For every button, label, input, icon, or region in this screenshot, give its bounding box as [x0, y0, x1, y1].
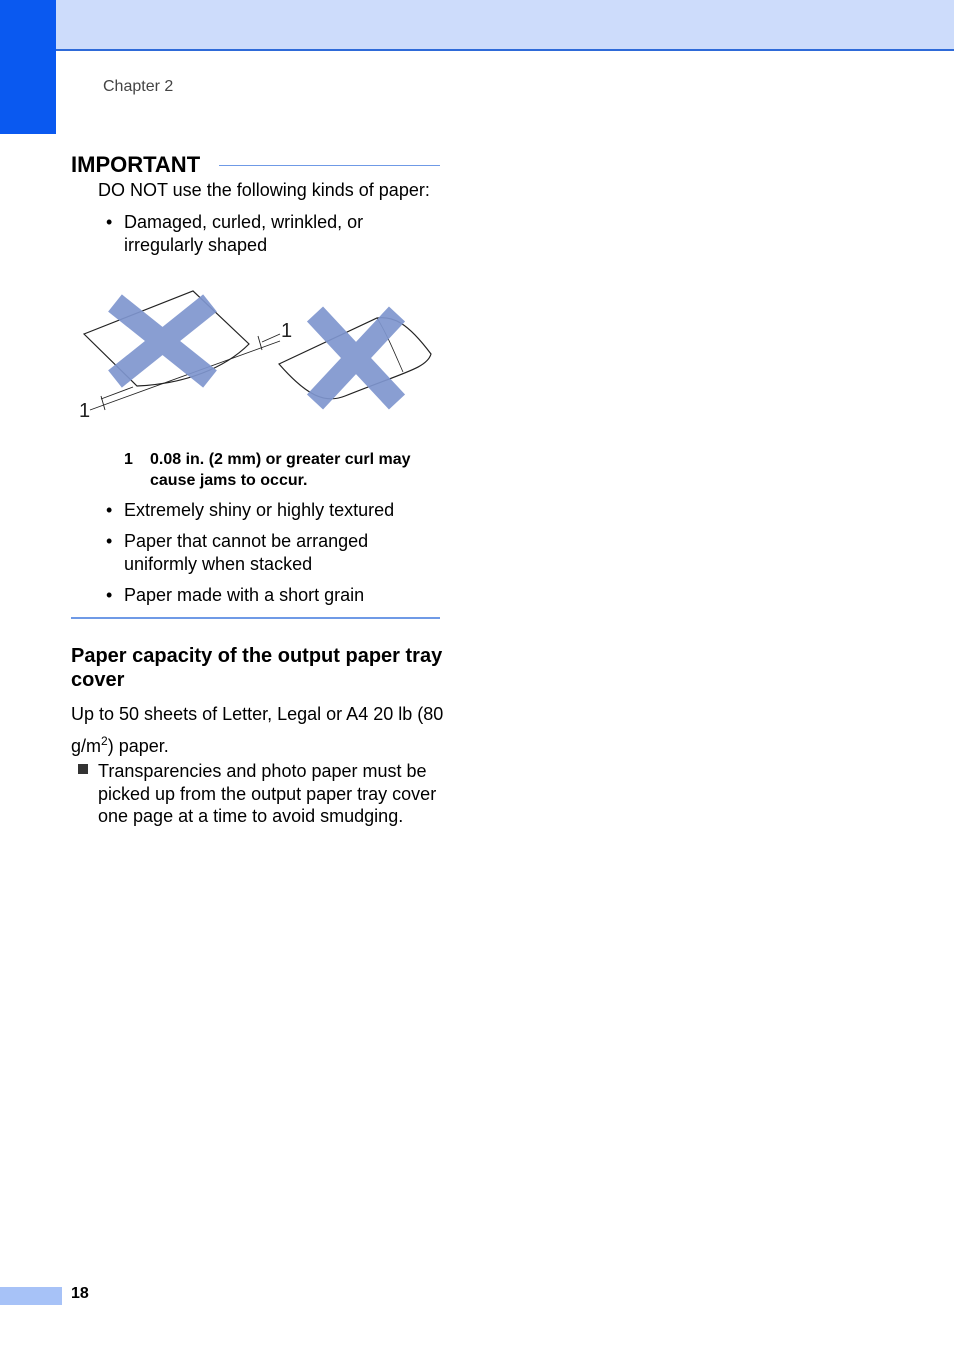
bullet-dot: •: [106, 585, 113, 605]
paragraph-text-end: ) paper.: [107, 736, 169, 756]
dimension-line: [262, 334, 280, 342]
section-heading: Paper capacity of the output paper tray cover: [71, 645, 443, 691]
list-item-text: Extremely shiny or highly textured: [124, 500, 395, 520]
superscript: 2: [101, 734, 108, 748]
caption-number: 1: [124, 451, 133, 468]
callout-label-left: 1: [79, 400, 91, 422]
page-number-tab: [0, 1287, 62, 1305]
important-title: IMPORTANT: [71, 152, 201, 177]
list-item-text: Paper made with a short grain: [124, 585, 365, 605]
bullet-dot: •: [106, 500, 113, 520]
bullet-dot: •: [106, 212, 113, 232]
bullet-dot: •: [106, 531, 113, 551]
chapter-tab: [0, 0, 56, 134]
important-intro: DO NOT use the following kinds of paper:: [98, 180, 430, 200]
caption-text: 0.08 in. (2 mm) or greater curl may cause jams to occur.: [150, 451, 411, 489]
chapter-label: Chapter 2: [103, 78, 174, 95]
list-item-text: Damaged, curled, wrinkled, or irregularly shaped: [124, 212, 364, 255]
paragraph-text: Up to 50 sheets of Letter, Legal or A4 20 lb (80 g/m: [71, 704, 444, 756]
list-item-text: Paper that cannot be arranged uniformly when stacked: [124, 531, 369, 574]
cross-mark-left: [115, 303, 210, 379]
curled-paper-illustration: [75, 286, 440, 426]
header-band: [0, 0, 954, 51]
square-bullet-icon: [78, 764, 88, 774]
page-number: 18: [71, 1285, 89, 1302]
callout-label-right: 1: [281, 320, 293, 342]
section-paragraph: [71, 701, 451, 760]
important-bottom-rule: [71, 617, 440, 619]
dimension-line: [101, 387, 133, 399]
important-rule: [219, 165, 440, 166]
note-text: Transparencies and photo paper must be picked up from the output paper tray cover one page at a time to avoid smudging.: [98, 761, 437, 826]
